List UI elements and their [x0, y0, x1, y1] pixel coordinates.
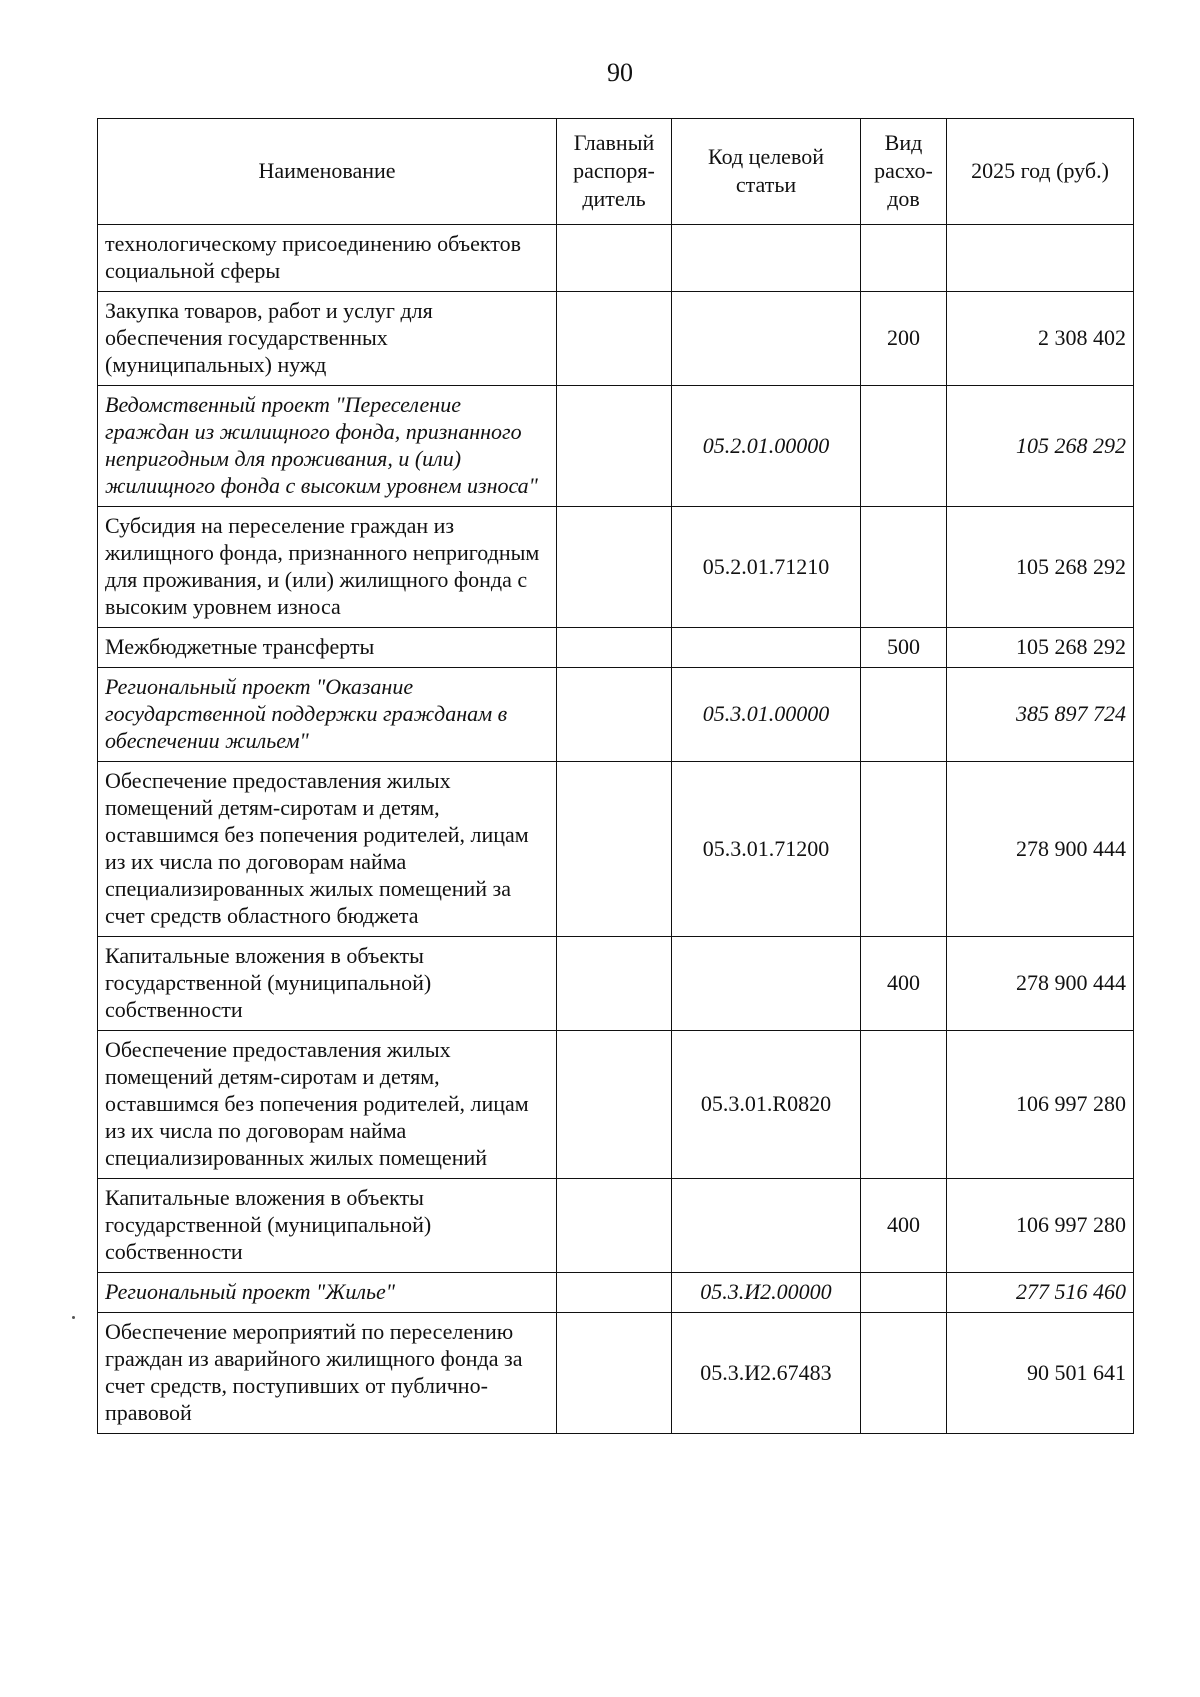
row-name: Капитальные вложения в объекты государственной (муниципальной) собственности	[98, 1179, 557, 1273]
row-code: 05.3.01.71200	[672, 762, 861, 937]
row-code: 05.3.И2.00000	[672, 1273, 861, 1313]
row-name: Обеспечение предоставления жилых помещений детям-сиротам и детям, оставшимся без попечения родителей, лицам из их числа по договорам найма специализированных жилых помещений	[98, 1031, 557, 1179]
table-header-row	[98, 119, 1134, 225]
row-code: 05.2.01.00000	[672, 386, 861, 507]
row-kind	[861, 386, 947, 507]
table-row	[98, 292, 1134, 386]
row-code	[672, 937, 861, 1031]
table-row	[98, 225, 1134, 292]
row-amount: 105 268 292	[947, 628, 1134, 668]
row-kind	[861, 668, 947, 762]
row-kind	[861, 507, 947, 628]
header-name: Наименование	[98, 119, 557, 225]
row-amount: 106 997 280	[947, 1179, 1134, 1273]
table-row	[98, 1179, 1134, 1273]
scan-speck	[72, 1316, 75, 1319]
row-name: Ведомственный проект "Переселение граждан из жилищного фонда, признанного непригодным для проживания, и (или) жилищного фонда с высоким уровнем износа"	[98, 386, 557, 507]
table-row	[98, 1273, 1134, 1313]
row-kind: 400	[861, 937, 947, 1031]
row-code: 05.3.И2.67483	[672, 1313, 861, 1434]
row-code	[672, 292, 861, 386]
row-name: Закупка товаров, работ и услуг для обеспечения государственных (муниципальных) нужд	[98, 292, 557, 386]
row-name: технологическому присоединению объектов социальной сферы	[98, 225, 557, 292]
row-kind	[861, 225, 947, 292]
table-row	[98, 507, 1134, 628]
row-code: 05.3.01.00000	[672, 668, 861, 762]
row-amount: 90 501 641	[947, 1313, 1134, 1434]
row-amount	[947, 225, 1134, 292]
row-name: Межбюджетные трансферты	[98, 628, 557, 668]
table-row	[98, 628, 1134, 668]
row-manager	[557, 225, 672, 292]
row-kind	[861, 1313, 947, 1434]
row-manager	[557, 628, 672, 668]
row-name: Обеспечение мероприятий по переселению граждан из аварийного жилищного фонда за счет средств, поступивших от публично-правовой	[98, 1313, 557, 1434]
row-manager	[557, 937, 672, 1031]
row-name: Капитальные вложения в объекты государственной (муниципальной) собственности	[98, 937, 557, 1031]
header-manager: Главный распоря-дитель	[557, 119, 672, 225]
row-name: Обеспечение предоставления жилых помещений детям-сиротам и детям, оставшимся без попечения родителей, лицам из их числа по договорам найма специализированных жилых помещений за счет средств областного бюджета	[98, 762, 557, 937]
row-amount: 278 900 444	[947, 762, 1134, 937]
table-row	[98, 668, 1134, 762]
row-manager	[557, 1179, 672, 1273]
row-code	[672, 1179, 861, 1273]
row-manager	[557, 1031, 672, 1179]
row-name: Региональный проект "Жилье"	[98, 1273, 557, 1313]
header-target-code: Код целевой статьи	[672, 119, 861, 225]
row-manager	[557, 1313, 672, 1434]
table-row	[98, 386, 1134, 507]
table-row	[98, 937, 1134, 1031]
row-code: 05.3.01.R0820	[672, 1031, 861, 1179]
row-manager	[557, 1273, 672, 1313]
row-code	[672, 628, 861, 668]
row-amount: 106 997 280	[947, 1031, 1134, 1179]
row-amount: 278 900 444	[947, 937, 1134, 1031]
row-kind	[861, 1031, 947, 1179]
row-manager	[557, 507, 672, 628]
row-manager	[557, 668, 672, 762]
row-manager	[557, 386, 672, 507]
row-amount: 105 268 292	[947, 507, 1134, 628]
page-number: 90	[607, 58, 633, 87]
row-kind	[861, 762, 947, 937]
row-kind: 400	[861, 1179, 947, 1273]
header-amount: 2025 год (руб.)	[947, 119, 1134, 225]
row-kind	[861, 1273, 947, 1313]
row-name: Региональный проект "Оказание государственной поддержки гражданам в обеспечении жильем"	[98, 668, 557, 762]
header-expense-type: Вид расхо-дов	[861, 119, 947, 225]
row-name: Субсидия на переселение граждан из жилищного фонда, признанного непригодным для проживания, и (или) жилищного фонда с высоким уровнем износа	[98, 507, 557, 628]
row-amount: 2 308 402	[947, 292, 1134, 386]
table-row	[98, 762, 1134, 937]
row-manager	[557, 762, 672, 937]
table-row	[98, 1031, 1134, 1179]
row-code: 05.2.01.71210	[672, 507, 861, 628]
row-kind: 200	[861, 292, 947, 386]
row-amount: 105 268 292	[947, 386, 1134, 507]
budget-table	[97, 118, 1134, 1434]
row-manager	[557, 292, 672, 386]
row-amount: 277 516 460	[947, 1273, 1134, 1313]
table-row	[98, 1313, 1134, 1434]
row-amount: 385 897 724	[947, 668, 1134, 762]
row-kind: 500	[861, 628, 947, 668]
row-code	[672, 225, 861, 292]
